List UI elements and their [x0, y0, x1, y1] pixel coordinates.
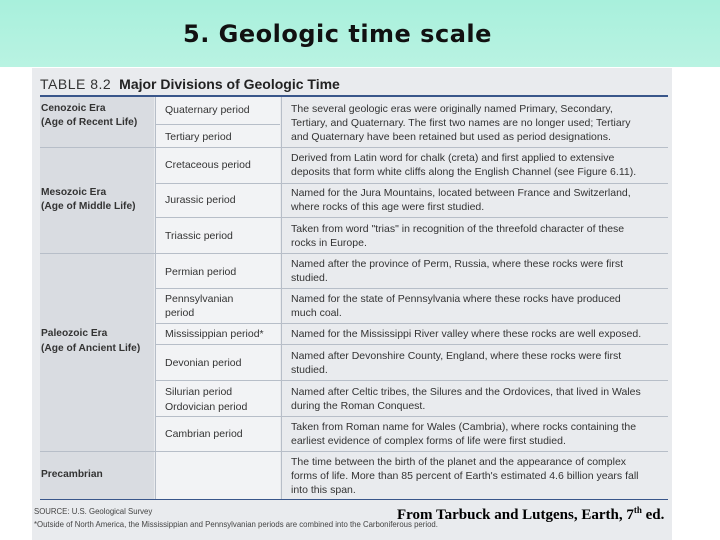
row-divider	[156, 217, 668, 218]
slide-title: 5. Geologic time scale	[183, 20, 492, 48]
description-line: Named after Devonshire County, England, where these rocks were first	[291, 350, 622, 362]
period-name: Mississippian period*	[165, 328, 264, 340]
period-name: Tertiary period	[165, 131, 232, 143]
table-title: Major Divisions of Geologic Time	[119, 76, 340, 92]
row-divider	[40, 451, 668, 452]
description-line: deposits that form white cliffs along the English Channel (see Figure 6.11).	[291, 166, 637, 178]
period-name: Silurian period	[165, 386, 233, 398]
period-name: Devonian period	[165, 357, 242, 369]
row-divider	[156, 183, 668, 184]
row-divider	[156, 124, 280, 125]
row-divider	[156, 344, 668, 345]
era-subtitle-cenozoic: (Age of Recent Life)	[41, 117, 138, 128]
row-divider	[40, 147, 668, 148]
description-line: Taken from Roman name for Wales (Cambria), where rocks containing the	[291, 421, 637, 433]
description-line: studied.	[291, 364, 328, 376]
column-divider	[155, 97, 156, 500]
row-divider	[40, 253, 668, 254]
period-name-line: period	[165, 307, 195, 319]
row-divider	[156, 416, 668, 417]
era-name-precambrian: Precambrian	[41, 469, 103, 480]
description-line: forms of life. More than 85 percent of Earth's estimated 4.6 billion years fall	[291, 470, 639, 482]
credit-line	[397, 505, 664, 524]
description-line: earliest evidence of complex forms of life were first studied.	[291, 435, 566, 447]
credit-superscript: th	[633, 505, 642, 515]
description-line: The several geologic eras were originally named Primary, Secondary,	[291, 103, 613, 115]
description-line: where rocks of this age were first studied.	[291, 201, 485, 213]
description-line: and Quaternary have been retained but used as period designations.	[291, 131, 611, 143]
period-name: Quaternary period	[165, 104, 250, 116]
period-name-line: Pennsylvanian	[165, 293, 234, 305]
description-line: Derived from Latin word for chalk (creta) and first applied to extensive	[291, 152, 615, 164]
description-line: Named after Celtic tribes, the Silures and the Ordovices, that lived in Wales	[291, 386, 641, 398]
description-line: much coal.	[291, 307, 342, 319]
era-name-cenozoic: Cenozoic Era	[41, 103, 106, 114]
era-name-mesozoic: Mesozoic Era	[41, 187, 107, 198]
credit-text: From Tarbuck and Lutgens, Earth, 7	[397, 507, 634, 523]
table-bottom-rule	[40, 499, 668, 500]
table-heading	[40, 76, 340, 92]
description-line: The time between the birth of the planet and the appearance of complex	[291, 456, 627, 468]
era-name-paleozoic: Paleozoic Era	[41, 328, 108, 339]
table-source: SOURCE: U.S. Geological Survey	[34, 507, 153, 516]
period-name: Ordovician period	[165, 401, 248, 413]
description-line: Named after the province of Perm, Russia, where these rocks were first	[291, 258, 624, 270]
description-line: Taken from word "trias" in recognition of the threefold character of these	[291, 223, 625, 235]
description-line: during the Roman Conquest.	[291, 400, 426, 412]
description-line: into this span.	[291, 484, 356, 496]
era-subtitle-paleozoic: (Age of Ancient Life)	[41, 343, 141, 354]
table-footnote: *Outside of North America, the Mississippian and Pennsylvanian periods are combined into the Carboniferous period.	[34, 520, 438, 529]
description-line: Named for the state of Pennsylvania where these rocks have produced	[291, 293, 621, 305]
period-name: Cambrian period	[165, 428, 243, 440]
period-name: Cretaceous period	[165, 159, 251, 171]
description-line: Tertiary, and Quaternary. The first two names are no longer used; Tertiary	[291, 117, 631, 129]
period-name: Jurassic period	[165, 194, 236, 206]
period-name: Triassic period	[165, 230, 233, 242]
period-name: Permian period	[165, 266, 237, 278]
description-line: Named for the Mississippi River valley where these rocks are well exposed.	[291, 328, 642, 340]
column-divider	[281, 97, 282, 500]
description-line: studied.	[291, 272, 328, 284]
credit-suffix: ed.	[641, 507, 665, 523]
description-line: Named for the Jura Mountains, located between France and Switzerland,	[291, 187, 631, 199]
table-number: TABLE 8.2	[40, 76, 112, 92]
row-divider	[156, 323, 668, 324]
era-subtitle-mesozoic: (Age of Middle Life)	[41, 201, 136, 212]
row-divider	[156, 380, 668, 381]
description-line: rocks in Europe.	[291, 237, 367, 249]
row-divider	[156, 288, 668, 289]
